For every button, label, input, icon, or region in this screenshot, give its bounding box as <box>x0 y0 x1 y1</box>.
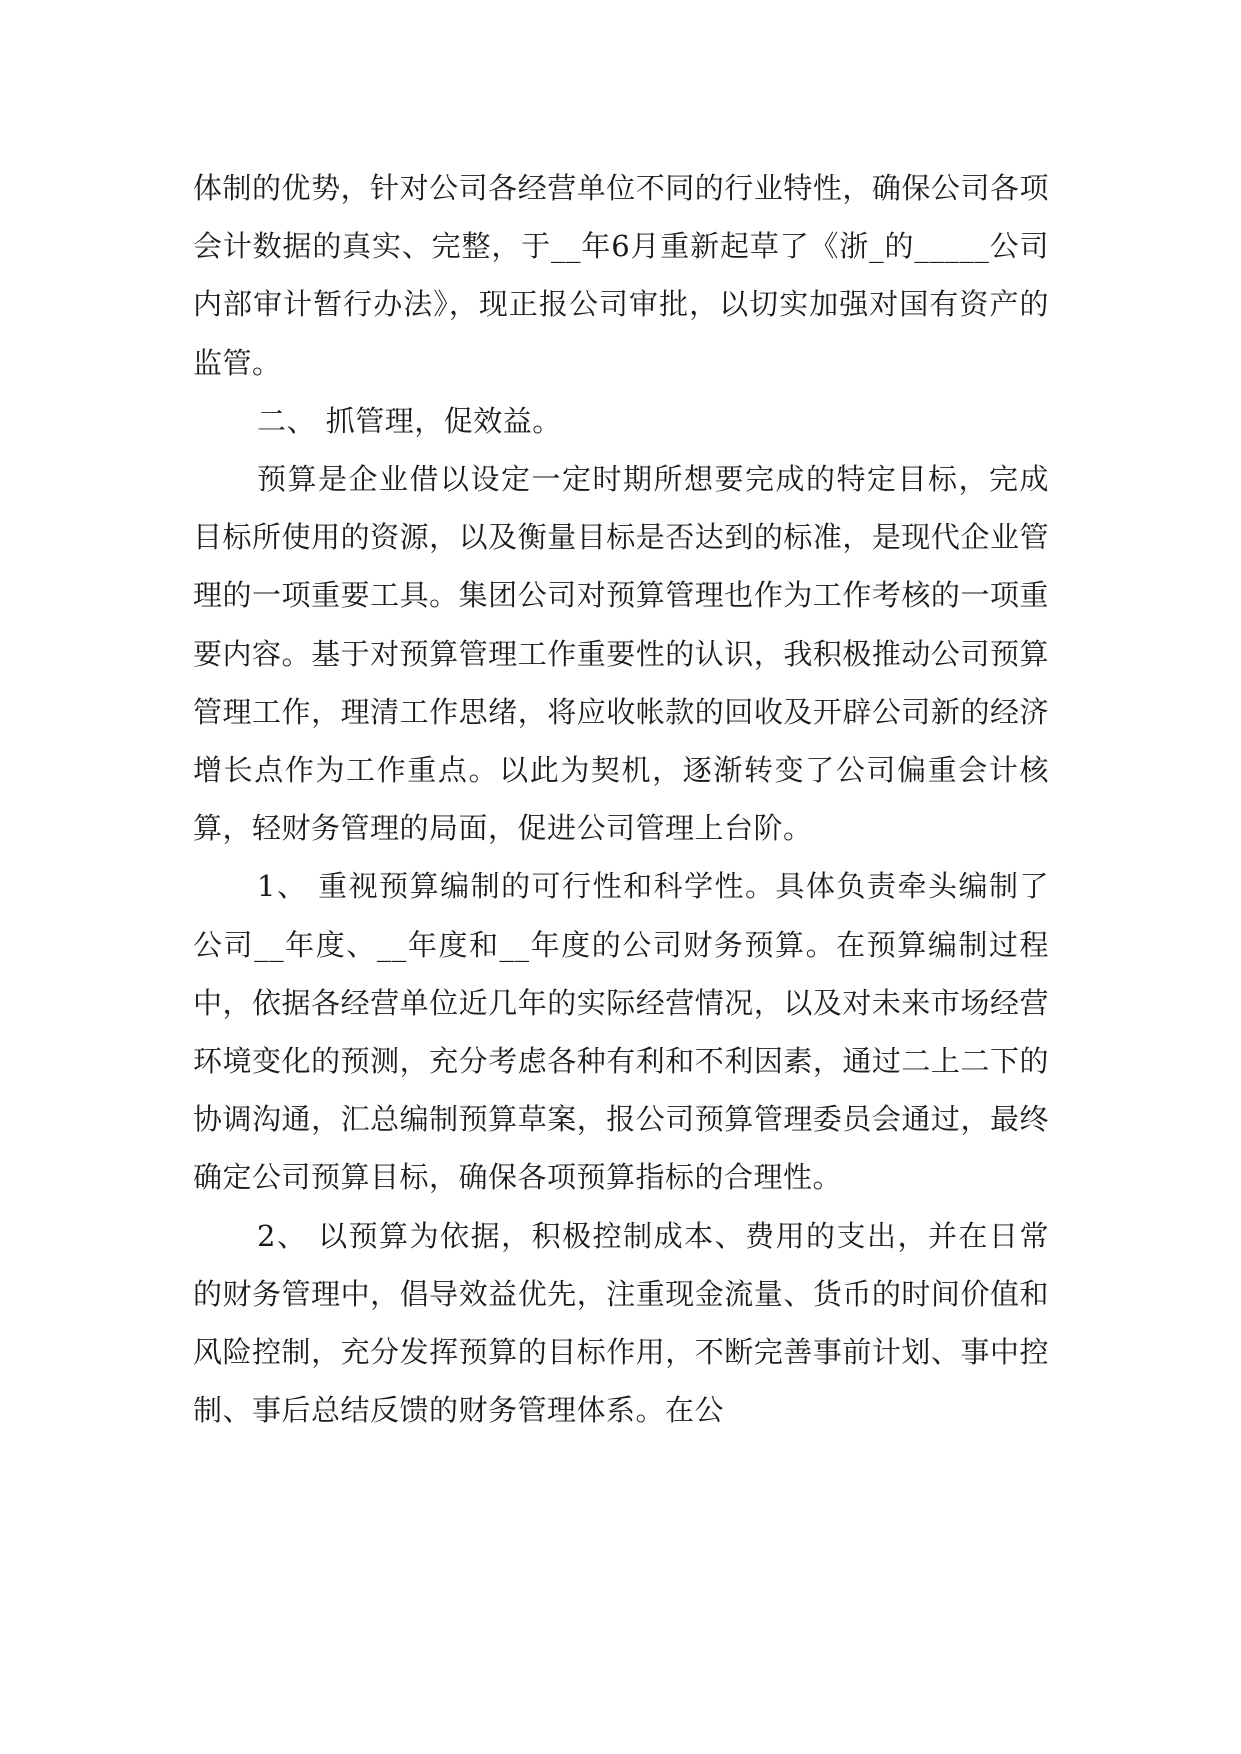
section-heading: 二、 抓管理，促效益。 <box>257 403 562 438</box>
document-body <box>193 159 1049 1439</box>
paragraph-item-1: 1、 重视预算编制的可行性和科学性。具体负责牵头编制了公司__年度、__年度和__年度的公司财务预算。在预算编制过程中，依据各经营单位近几年的实际经营情况，以及对未来市场经营环境变化的预测，充分考虑各种有利和不利因素，通过二上二下的协调沟通，汇总编制预算草案，报公司预算管理委员会通过，最终确定公司预算目标，确保各项预算指标的合理性。 <box>193 869 1049 1195</box>
paragraph-continuation: 体制的优势，针对公司各经营单位不同的行业特性，确保公司各项会计数据的真实、完整，于__年6月重新起草了《浙_的_____公司内部审计暂行办法》，现正报公司审批，以切实加强对国有资产的监管。 <box>193 171 1049 380</box>
paragraph-item-2: 2、 以预算为依据，积极控制成本、费用的支出，并在日常的财务管理中，倡导效益优先，注重现金流量、货币的时间价值和风险控制，充分发挥预算的目标作用，不断完善事前计划、事中控制、事后总结反馈的财务管理体系。在公 <box>193 1218 1049 1428</box>
paragraph-budget-intro: 预算是企业借以设定一定时期所想要完成的特定目标，完成目标所使用的资源，以及衡量目标是否达到的标准，是现代企业管理的一项重要工具。集团公司对预算管理也作为工作考核的一项重要内容。基于对预算管理工作重要性的认识，我积极推动公司预算管理工作，理清工作思绪，将应收帐款的回收及开辟公司新的经济增长点作为工作重点。以此为契机，逐渐转变了公司偏重会计核算，轻财务管理的局面，促进公司管理上台阶。 <box>193 462 1049 846</box>
